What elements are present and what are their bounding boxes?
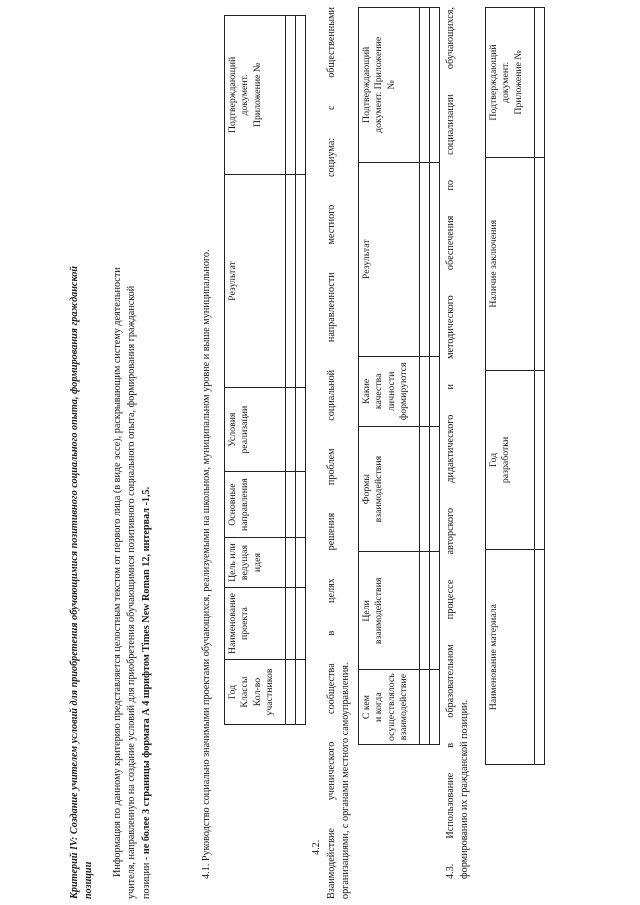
header-project-name: Наименование проекта	[225, 588, 286, 660]
header-goal: Цель или ведущая идея	[225, 538, 286, 588]
section-4-2-line: Взаимодействие ученического сообщества в целях решения проблем социальной направленности местного социума: с общественными	[326, 7, 337, 899]
header-document: Подтверждающий документ. Приложение №	[225, 16, 286, 175]
intro-line	[140, 7, 154, 899]
intro-text: позиции -	[140, 854, 152, 899]
header-development-year: Год разработки	[486, 370, 535, 550]
table-row	[535, 8, 545, 765]
header-conditions: Условия реализации	[225, 388, 286, 472]
intro-line: учителя, направленную на создание условий для приобретения обучающимися позитивного социального опыта, формирования гражданской	[126, 285, 138, 899]
header-document: Подтверждающий документ. Приложение №	[359, 8, 420, 163]
projects-table	[224, 15, 306, 725]
header-interaction-goals: Цели взаимодействия	[359, 552, 420, 670]
table-row	[420, 8, 430, 745]
table-row	[430, 8, 440, 745]
section-4-3-line: 4.3. Использование в образовательном процессе авторского дидактического и методического обеспечения по социализации обучающихся,	[445, 7, 456, 879]
section-4-1-heading: 4.1. Руководство социально значимыми проектами обучающихся, реализуемыми на школьном, муниципальном уровне и выше муниципального.	[201, 249, 212, 879]
criterion-title	[68, 7, 97, 899]
section-4-2-number: 4.2.	[311, 839, 322, 855]
section-4-3-line: формированию их гражданской позиции.	[459, 699, 471, 879]
header-result: Результат	[225, 174, 286, 387]
section-4-2-heading	[325, 7, 354, 899]
section-4-3-heading	[444, 7, 473, 879]
intro-paragraph	[111, 7, 154, 899]
criterion-title-line: позиции	[83, 861, 95, 899]
header-material-name: Наименование материала	[486, 550, 535, 765]
materials-table	[485, 7, 545, 765]
section-4-2-line: организациями, с органами местного самоуправления.	[340, 662, 352, 899]
table-row	[286, 16, 296, 725]
header-directions: Основные направления	[225, 472, 286, 538]
format-requirements: не более 3 страницы формата А 4 шрифтом Times New Roman 12, интервал -1,5.	[140, 486, 152, 855]
header-result: Результат	[359, 162, 420, 356]
header-year-classes: Год Классы Кол-во участников	[225, 660, 286, 725]
table-row	[296, 16, 306, 725]
header-review: Наличие заключения	[486, 157, 535, 370]
intro-line: Информация по данному критерию представляется целостным текстом от первого лица (в виде эссе), раскрывающим систему деятельности	[112, 267, 123, 877]
header-document: Подтверждающий документ. Приложение №	[486, 8, 535, 158]
interaction-table	[358, 7, 440, 745]
header-interaction-forms: Формы взаимодействия	[359, 426, 420, 552]
header-qualities: Какие качества личности формируются	[359, 356, 420, 426]
header-partner: С кем и когда осуществлялось взаимодействие	[359, 670, 420, 745]
criterion-title-line: Критерий IV: Создание учителем условий для приобретения обучающимися позитивного социального опыта, формирования гражданской	[69, 266, 80, 899]
